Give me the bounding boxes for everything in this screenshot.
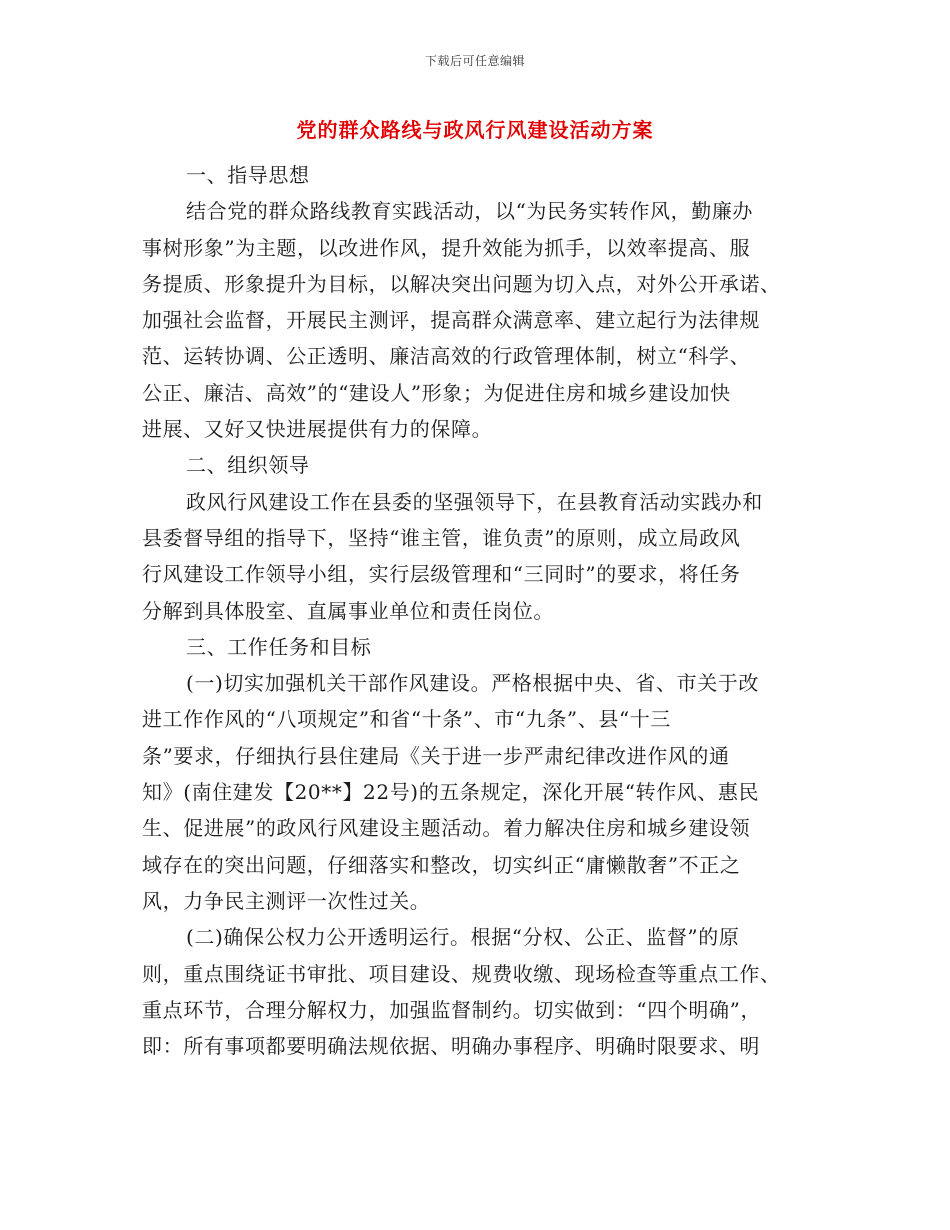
paragraph-line: 域存在的突出问题，仔细落实和整改，切实纠正“庸懒散奢”不正之 — [142, 852, 741, 877]
paragraph-line: 条”要求，仔细执行县住建局《关于进一步严肃纪律改进作风的通 — [142, 743, 730, 768]
paragraph-line: 加强社会监督，开展民主测评，提高群众满意率、建立起行为法律规 — [142, 308, 760, 333]
paragraph-line: 知》(南住建发【20**】22号)的五条规定，深化开展“转作风、惠民 — [142, 780, 760, 805]
document-body — [142, 157, 822, 1064]
paragraph-line: 分解到具体股室、直属事业单位和责任岗位。 — [142, 598, 554, 623]
paragraph-line: (一)切实加强机关干部作风建设。严格根据中央、省、市关于改 — [186, 671, 760, 696]
paragraph-line: 政风行风建设工作在县委的坚强领导下，在县教育活动实践办和 — [186, 489, 763, 514]
section-heading-tasks-goals: 三、工作任务和目标 — [186, 634, 372, 659]
paragraph-line: 则，重点围绕证书审批、项目建设、规费收缴、现场检查等重点工作、 — [142, 961, 781, 986]
paragraph-line: 范、运转协调、公正透明、廉洁高效的行政管理体制，树立“科学、 — [142, 344, 751, 369]
section-heading-organization: 二、组织领导 — [186, 453, 310, 478]
paragraph-line: 进展、又好又快进展提供有力的保障。 — [142, 417, 493, 442]
paragraph-line: 行风建设工作领导小组，实行层级管理和“三同时”的要求，将任务 — [142, 562, 741, 587]
paragraph-line: 即：所有事项都要明确法规依据、明确办事程序、明确时限要求、明 — [142, 1034, 760, 1059]
page-header: 下载后可任意编辑 — [424, 54, 525, 68]
paragraph-line: 县委督导组的指导下，坚持“谁主管，谁负责”的原则，成立局政风 — [142, 525, 741, 550]
document-title: 党的群众路线与政风行风建设活动方案 — [296, 118, 654, 142]
paragraph-line: 风，力争民主测评一次性过关。 — [142, 888, 431, 913]
paragraph-line: 公正、廉洁、高效”的“建设人”形象；为促进住房和城乡建设加快 — [142, 380, 731, 405]
paragraph-line: 进工作作风的“八项规定”和省“十条”、市“九条”、县“十三 — [142, 707, 671, 732]
section-heading-guiding-ideology: 一、指导思想 — [186, 163, 310, 187]
paragraph-line: 事树形象”为主题，以改进作风，提升效能为抓手，以效率提高、服 — [142, 235, 751, 260]
paragraph-line: 务提质、形象提升为目标，以解决突出问题为切入点，对外公开承诺、 — [142, 271, 781, 296]
paragraph-line: (二)确保公权力公开透明运行。根据“分权、公正、监督”的原 — [186, 925, 740, 950]
paragraph-line: 生、促进展”的政风行风建设主题活动。着力解决住房和城乡建设领 — [142, 816, 751, 841]
paragraph-line: 重点环节，合理分解权力，加强监督制约。切实做到：“四个明确”， — [142, 997, 762, 1022]
paragraph-line: 结合党的群众路线教育实践活动，以“为民务实转作风，勤廉办 — [186, 199, 754, 224]
